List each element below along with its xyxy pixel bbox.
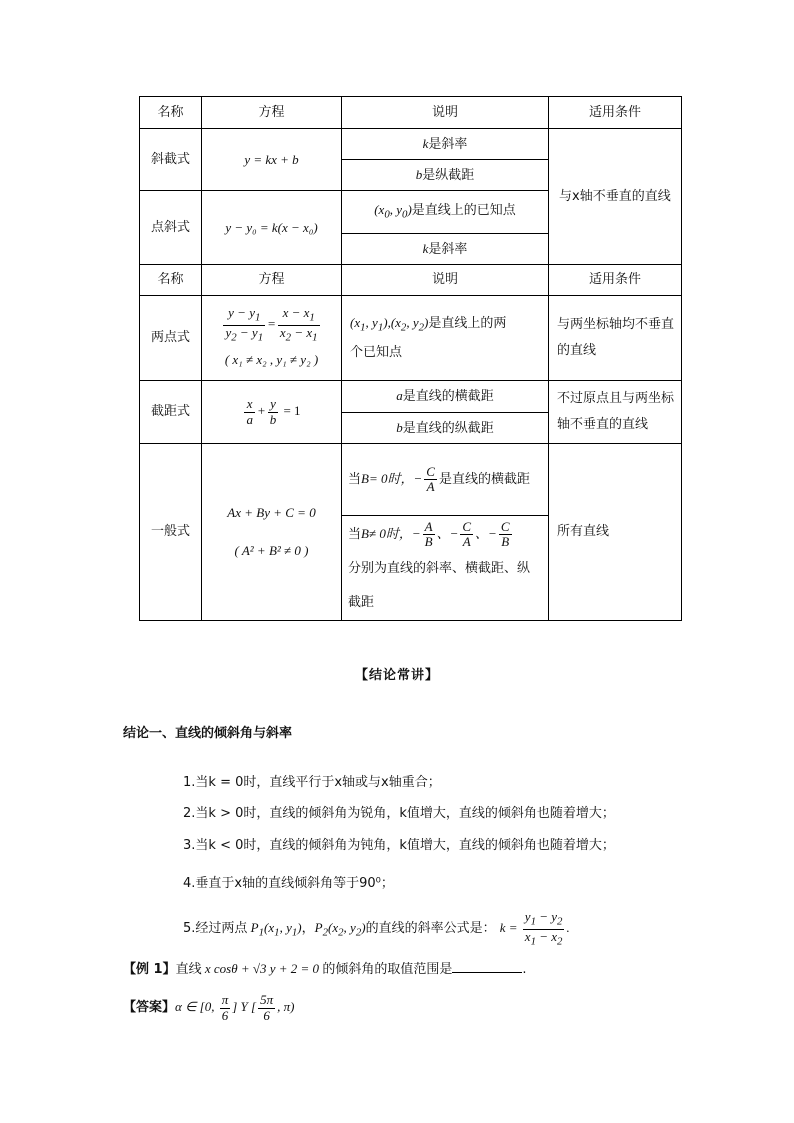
slope-intercept-equation: y = kx + b bbox=[202, 129, 342, 191]
intercept-condition: 不过原点且与两坐标轴不垂直的直线 bbox=[549, 381, 682, 444]
general-bn0-desc: 当B≠ 0时，− $\frac{A}{B}$ 、− $\frac{C}{A}$ 、− $\frac{C}{B}$ 分别为直线的斜率、横截距、纵截距 bbox=[342, 516, 549, 621]
point-slope-k-desc: k是斜率 bbox=[342, 234, 549, 265]
header-explain: 说明 bbox=[342, 97, 549, 129]
section-heading: 【结论常讲】 bbox=[354, 668, 439, 683]
two-point-name: 两点式 bbox=[140, 296, 202, 381]
point-slope-name: 点斜式 bbox=[140, 191, 202, 265]
line-equation-table bbox=[139, 96, 682, 621]
conclusion-item-4: 4.垂直于x轴的直线倾斜角等于90⁰； bbox=[183, 876, 394, 891]
point-slope-point-desc: ($x_0$, $y_0$)是直线上的已知点 bbox=[342, 191, 549, 234]
slope-intercept-k-desc: k是斜率 bbox=[342, 129, 549, 160]
intercept-name: 截距式 bbox=[140, 381, 202, 444]
intercept-a-desc: a是直线的横截距 bbox=[342, 381, 549, 413]
general-equation: Ax + By + C = 0 ( A² + B² ≠ 0 ) bbox=[202, 444, 342, 621]
header-name: 名称 bbox=[140, 265, 202, 296]
header-explain: 说明 bbox=[342, 265, 549, 296]
slope-intercept-name: 斜截式 bbox=[140, 129, 202, 191]
intercept-equation: $\frac{x}{a}$ + $\frac{y}{b}$ = 1 bbox=[202, 381, 342, 444]
slope-point-condition: 与x轴不垂直的直线 bbox=[549, 129, 682, 265]
general-b0-desc: 当B= 0时，− $\frac{C}{A}$ 是直线的横截距 bbox=[342, 444, 549, 516]
point-slope-equation: y − y₀ = k(x − x₀) bbox=[202, 191, 342, 265]
intercept-b-desc: b是直线的纵截距 bbox=[342, 413, 549, 444]
conclusion-title: 结论一、直线的倾斜角与斜率 bbox=[123, 726, 293, 741]
table-row bbox=[140, 381, 682, 413]
two-point-condition: 与两坐标轴均不垂直的直线 bbox=[549, 296, 682, 381]
table-row bbox=[140, 129, 682, 160]
table-row bbox=[140, 444, 682, 516]
example-1: 【例 1】直线 x cosθ + √3 y + 2 = 0 的倾斜角的取值范围是 . bbox=[123, 958, 526, 980]
header-name: 名称 bbox=[140, 97, 202, 129]
two-point-equation: $\frac{y - y_1}{y_2 - y_1}$ = $\frac{x - x_1}{x_2 - x_1}$ ( x₁ ≠ x₂ , y₁ ≠ y₂ ) bbox=[202, 296, 342, 381]
general-name: 一般式 bbox=[140, 444, 202, 621]
header-condition: 适用条件 bbox=[549, 265, 682, 296]
slope-intercept-b-desc: b是纵截距 bbox=[342, 160, 549, 191]
general-condition: 所有直线 bbox=[549, 444, 682, 621]
header-equation: 方程 bbox=[202, 97, 342, 129]
table-header-row bbox=[140, 265, 682, 296]
answer-blank bbox=[452, 958, 522, 973]
table-header-row bbox=[140, 97, 682, 129]
general-condition-note: ( A² + B² ≠ 0 ) bbox=[234, 543, 309, 558]
two-point-condition-note: ( x₁ ≠ x₂ , y₁ ≠ y₂ ) bbox=[224, 352, 319, 367]
conclusion-item-1: 1.当k = 0时，直线平行于x轴或与x轴重合； bbox=[183, 775, 441, 790]
conclusion-item-5: 5.经过两点 $P_1(x_1$, $y_1$)，$P_2(x_2$, $y_2$)的直线的斜率公式是： k = $\frac{y_1 - y_2}{x_1 - x_2}$ . bbox=[183, 909, 570, 948]
table-row bbox=[140, 296, 682, 381]
header-condition: 适用条件 bbox=[549, 97, 682, 129]
two-point-desc: ($x_1$, $y_1),(x_2$, $y_2$)是直线上的两 个已知点 bbox=[342, 296, 549, 381]
conclusion-item-3: 3.当k < 0时，直线的倾斜角为钝角，k值增大，直线的倾斜角也随着增大； bbox=[183, 838, 615, 853]
conclusion-item-2: 2.当k > 0时，直线的倾斜角为锐角，k值增大，直线的倾斜角也随着增大； bbox=[183, 806, 615, 821]
header-equation: 方程 bbox=[202, 265, 342, 296]
example-1-answer: 【答案】α ∈ [0, $\frac{\pi}{6}$ ] Y [ $\frac{5\pi}{6}$ , π) bbox=[123, 992, 295, 1023]
